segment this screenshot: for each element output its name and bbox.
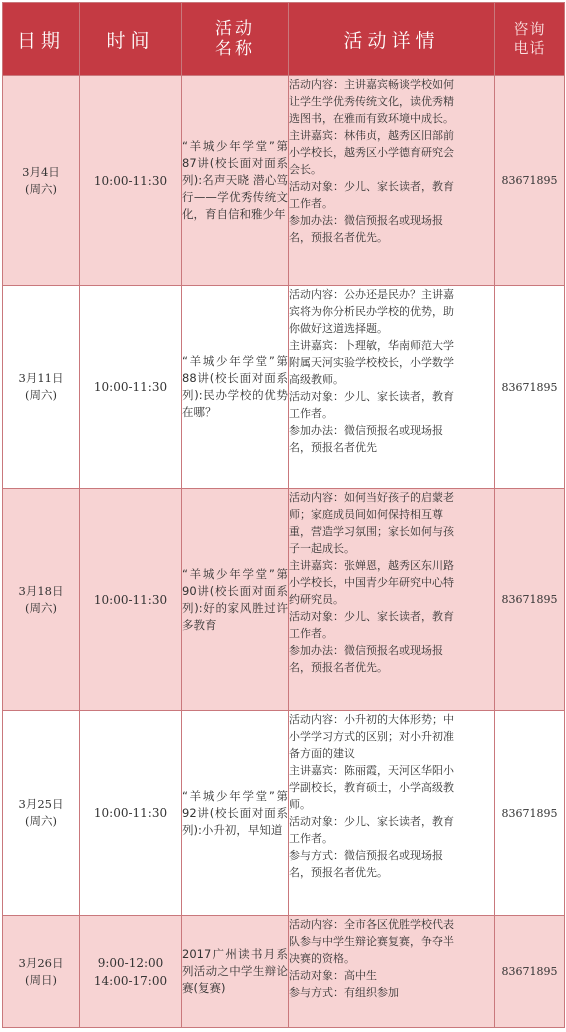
row-date <box>3 286 80 489</box>
table-row <box>3 711 565 916</box>
row-activity-detail <box>289 711 495 916</box>
detail-line: 子一起成长。 <box>289 542 355 555</box>
row-date-weekday: (周六) <box>25 600 57 615</box>
detail-line: 你做好这道选择题。 <box>289 322 388 335</box>
header-phone-line1: 咨询 <box>513 20 546 38</box>
detail-line: 选图书，在雅而有致环境中成长。 <box>289 112 454 125</box>
row-date-weekday: (周六) <box>25 388 57 402</box>
detail-line: 主讲嘉宾：卜理敏，华南师范大学 <box>289 339 454 352</box>
detail-line: 附属天河实验学校校长，小学数学 <box>289 356 454 369</box>
table-row <box>3 76 565 286</box>
detail-line: 名，预报名者优先。 <box>289 661 388 674</box>
detail-line: 决赛的资格。 <box>289 952 355 965</box>
activity-schedule-table <box>2 2 565 1028</box>
header-activity-detail: 活动详情 <box>289 3 495 76</box>
detail-line: 高级教师。 <box>289 373 344 386</box>
detail-line: 队参与中学生辩论赛复赛，争夺半 <box>289 935 454 948</box>
detail-line: 学副校长，教育硕士，小学高级教 <box>289 781 454 794</box>
row-time-slot-1: 10:00-11:30 <box>93 173 168 188</box>
row-date-day: 3月26日 <box>18 955 64 970</box>
header-time: 时间 <box>80 3 182 76</box>
row-activity-detail <box>289 286 495 489</box>
row-activity-name: “羊城少年学堂”第92讲(校长面对面系列):小升初，早知道 <box>182 711 289 916</box>
detail-line: 师；家庭成员间如何保持相互尊 <box>289 508 443 521</box>
detail-line: 工作者。 <box>289 407 333 420</box>
detail-line: 工作者。 <box>289 832 333 845</box>
row-time-slot-1: 10:00-11:30 <box>93 380 168 394</box>
row-activity-detail <box>289 916 495 1028</box>
row-date-weekday: (周六) <box>25 181 57 196</box>
row-time <box>80 711 182 916</box>
detail-line: 活动内容：公办还是民办？主讲嘉 <box>289 288 454 301</box>
detail-line: 活动对象：少儿、家长读者，教育 <box>289 815 454 828</box>
row-time <box>80 916 182 1028</box>
row-time <box>80 489 182 711</box>
row-time <box>80 286 182 489</box>
header-row <box>3 3 565 76</box>
row-date-day: 3月18日 <box>18 583 64 598</box>
detail-line: 活动内容：主讲嘉宾畅谈学校如何 <box>289 78 454 91</box>
detail-line: 主讲嘉宾：张婵恩，越秀区东川路 <box>289 559 454 572</box>
row-phone: 83671895 <box>495 711 565 916</box>
detail-line: 让学生学优秀传统文化，读优秀精 <box>289 95 454 108</box>
row-activity-detail <box>289 489 495 711</box>
detail-line: 活动对象：少儿、家长读者，教育 <box>289 610 454 623</box>
detail-line: 活动内容：如何当好孩子的启蒙老 <box>289 491 454 504</box>
row-date-weekday: (周六) <box>25 814 57 828</box>
row-activity-detail <box>289 76 495 286</box>
table-row <box>3 286 565 489</box>
detail-line: 活动对象：少儿、家长读者，教育 <box>289 180 454 193</box>
row-date-day: 3月11日 <box>18 371 64 385</box>
detail-line: 小学学习方式的区别；对小升初准 <box>289 730 454 743</box>
row-date <box>3 916 80 1028</box>
table-row <box>3 489 565 711</box>
header-activity-name-line1: 活动 <box>215 19 255 39</box>
row-phone: 83671895 <box>495 916 565 1028</box>
row-date-day: 3月4日 <box>22 164 60 179</box>
row-time-slot-2: 14:00-17:00 <box>93 973 168 988</box>
row-date <box>3 489 80 711</box>
detail-line: 名，预报名者优先 <box>289 441 377 454</box>
table-header <box>3 3 565 76</box>
row-activity-name: “羊城少年学堂”第90讲(校长面对面系列):好的家风胜过许多教育 <box>182 489 289 711</box>
header-activity-name-line2: 名称 <box>215 39 255 59</box>
row-date-day: 3月25日 <box>18 797 64 811</box>
detail-line: 会长。 <box>289 163 322 176</box>
row-phone: 83671895 <box>495 286 565 489</box>
detail-line: 活动对象：少儿、家长读者，教育 <box>289 390 454 403</box>
detail-line: 活动内容：全市各区优胜学校代表 <box>289 918 454 931</box>
detail-line: 师。 <box>289 798 311 811</box>
detail-line: 工作者。 <box>289 197 333 210</box>
detail-line: 活动内容：小升初的大体形势；中 <box>289 713 454 726</box>
detail-line: 参加办法：微信预报名或现场报 <box>289 644 443 657</box>
table-body <box>3 76 565 1028</box>
detail-line: 名，预报名者优先。 <box>289 231 388 244</box>
row-activity-name: “羊城少年学堂”第88讲(校长面对面系列):民办学校的优势在哪？ <box>182 286 289 489</box>
detail-line: 备方面的建议 <box>289 747 355 760</box>
header-phone <box>495 3 565 76</box>
header-date: 日期 <box>3 3 80 76</box>
row-time <box>80 76 182 286</box>
detail-line: 参加办法：微信预报名或现场报 <box>289 214 443 227</box>
row-activity-name: 2017广州读书月系列活动之中学生辩论赛(复赛) <box>182 916 289 1028</box>
detail-line: 参与方式：微信预报名或现场报 <box>289 849 443 862</box>
header-activity-name <box>182 3 289 76</box>
row-time-slot-1: 10:00-11:30 <box>93 592 168 607</box>
detail-line: 参加办法：微信预报名或现场报 <box>289 424 443 437</box>
detail-line: 活动对象：高中生 <box>289 969 377 982</box>
detail-line: 小学校长，越秀区小学德育研究会 <box>289 146 454 159</box>
row-date-weekday: (周日) <box>25 972 57 987</box>
detail-line: 工作者。 <box>289 627 333 640</box>
detail-line: 宾将为你分析民办学校的优势，助 <box>289 305 454 318</box>
row-time-slot-1: 10:00-11:30 <box>93 806 168 820</box>
detail-line: 约研究员。 <box>289 593 344 606</box>
table-row <box>3 916 565 1028</box>
detail-line: 重，营造学习氛围；家长如何与孩 <box>289 525 454 538</box>
row-activity-name: “羊城少年学堂”第87讲(校长面对面系列):名声天晓 潜心笃行——学优秀传统文化，育自信和雅少年 <box>182 76 289 286</box>
row-time-slot-1: 9:00-12:00 <box>97 955 164 970</box>
detail-line: 主讲嘉宾：陈丽霞，天河区华阳小 <box>289 764 454 777</box>
header-phone-line2: 电话 <box>513 39 546 57</box>
detail-line: 主讲嘉宾：林伟贞，越秀区旧部前 <box>289 129 454 142</box>
detail-line: 参与方式：有组织参加 <box>289 986 399 999</box>
row-phone: 83671895 <box>495 489 565 711</box>
row-date <box>3 711 80 916</box>
detail-line: 名，预报名者优先。 <box>289 866 388 879</box>
row-phone: 83671895 <box>495 76 565 286</box>
detail-line: 小学校长，中国青少年研究中心特 <box>289 576 454 589</box>
row-date <box>3 76 80 286</box>
